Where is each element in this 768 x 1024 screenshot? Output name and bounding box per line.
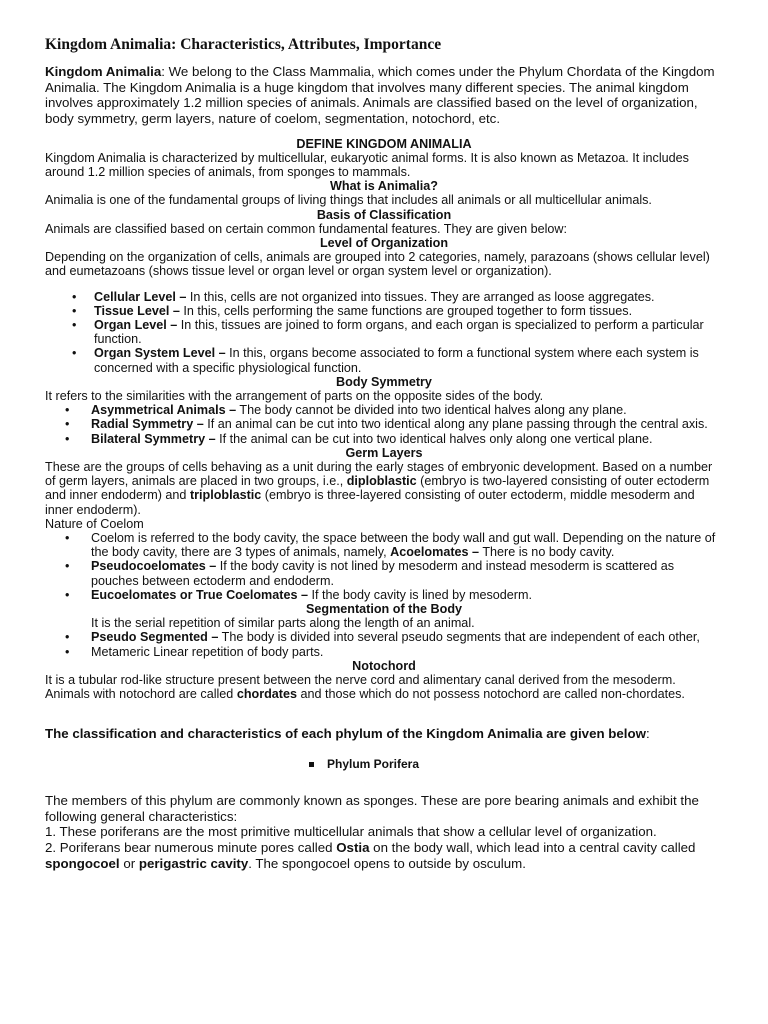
- porifera-point-2-bold: perigastric cavity: [138, 855, 249, 871]
- list-item-text: If an animal can be cut into two identical along any plane passing through the central axis.: [203, 417, 708, 432]
- define-text: Kingdom Animalia is characterized by multicellular, eukaryotic animal forms. It is also known as Metazoa. It includes around 1.2 million species of animals, from sponges to mammals.: [45, 150, 689, 179]
- notochord-heading: Notochord: [352, 658, 416, 673]
- list-item-text: Coelom is referred to the body cavity, the space between the body wall and gut wall. Depending on the nature of the body cavity, there are 3 types of animals, namely,: [91, 531, 716, 560]
- list-item-text: Metameric Linear repetition of body parts.: [91, 644, 324, 659]
- list-item: [45, 417, 723, 431]
- notochord-text-1: It is a tubular rod-like structure present between the nerve cord and alimentary canal derived from the mesoderm. Animals with notochord are called: [45, 673, 676, 702]
- porifera-point-1: 1. These poriferans are the most primitive multicellular animals that show a cellular level of organization.: [45, 824, 657, 840]
- list-item: [45, 588, 723, 602]
- list-item: [45, 403, 723, 417]
- square-bullet-icon: [309, 762, 314, 767]
- document-title: Kingdom Animalia: Characteristics, Attributes, Importance: [45, 36, 442, 53]
- porifera-heading-row: [45, 757, 723, 771]
- list-item-bold: Bilateral Symmetry –: [91, 431, 216, 446]
- porifera-point-2: [45, 840, 723, 871]
- list-item: [45, 645, 723, 659]
- germ-heading: Germ Layers: [345, 445, 423, 460]
- germ-text-2: (embryo is two-layered consisting of outer ectoderm and inner endoderm) and: [45, 474, 710, 503]
- document-page: [45, 38, 723, 871]
- list-item: [45, 318, 723, 346]
- classification-tail: :: [645, 725, 650, 741]
- level-text: Depending on the organization of cells, animals are grouped into 2 categories, namely, parazoans (shows cellular level) and eumetazoans (shows tissue level or organ level or organ system level or organization).: [45, 250, 710, 279]
- symmetry-text: It refers to the similarities with the arrangement of parts on the opposite sides of the body.: [45, 389, 544, 404]
- porifera-point-2-bold: Ostia: [336, 840, 370, 856]
- list-item-text: In this, cells performing the same functions are grouped together to form tissues.: [179, 303, 633, 318]
- level-list: [45, 290, 723, 375]
- what-text: Animalia is one of the fundamental groups of living things that includes all animals or all multicellular animals.: [45, 193, 652, 208]
- germ-bold-2: triploblastic: [189, 488, 262, 503]
- list-item: [45, 432, 723, 446]
- intro-paragraph: [45, 64, 723, 126]
- list-item-text: There is no body cavity.: [479, 545, 615, 560]
- list-item-text: The body is divided into several pseudo segments that are independent of each other,: [218, 630, 700, 645]
- list-item-text: If the body cavity is lined by mesoderm.: [307, 587, 532, 602]
- list-item: [45, 304, 723, 318]
- what-heading: What is Animalia?: [330, 179, 438, 194]
- list-item-bold: Tissue Level –: [94, 303, 180, 318]
- list-item-text: If the animal can be cut into two identical halves only along one vertical plane.: [215, 431, 653, 446]
- porifera-intro: The members of this phylum are commonly known as sponges. These are pore bearing animals and exhibit the following general characteristics:: [45, 793, 699, 824]
- symmetry-heading: Body Symmetry: [336, 374, 432, 389]
- list-item: [45, 290, 723, 304]
- classification-intro: [45, 726, 723, 742]
- porifera-point-2-text: . The spongocoel opens to outside by osculum.: [248, 855, 526, 871]
- basis-text: Animals are classified based on certain common fundamental features. They are given below:: [45, 221, 567, 236]
- porifera-point-2-text: or: [119, 855, 139, 871]
- list-item-text: The body cannot be divided into two identical halves along any plane.: [236, 403, 627, 418]
- porifera-heading: Phylum Porifera: [327, 757, 420, 772]
- coelom-heading: Nature of Coelom: [45, 516, 144, 531]
- list-item: [45, 531, 723, 559]
- list-item-bold: Asymmetrical Animals –: [91, 403, 237, 418]
- list-item-bold: Organ Level –: [94, 318, 178, 333]
- notochord-text-2: and those which do not possess notochord are called non-chordates.: [297, 687, 685, 702]
- basis-heading: Basis of Classification: [316, 207, 452, 222]
- list-item: [45, 346, 723, 374]
- germ-text-3: (embryo is three-layered consisting of outer ectoderm, middle mesoderm and inner endoderm).: [45, 488, 695, 517]
- list-item-bold: Pseudo Segmented –: [91, 630, 219, 645]
- list-item-bold: Cellular Level –: [94, 289, 187, 304]
- list-item-text: If the body cavity is not lined by mesoderm and instead mesoderm is scattered as pouches between ectoderm and endoderm.: [91, 559, 675, 588]
- list-item: [45, 630, 723, 644]
- define-heading: DEFINE KINGDOM ANIMALIA: [296, 136, 472, 151]
- segmentation-text: It is the serial repetition of similar parts along the length of an animal.: [91, 616, 475, 631]
- list-item-bold: Eucoelomates or True Coelomates –: [91, 587, 308, 602]
- list-item-bold: Acoelomates –: [390, 545, 480, 560]
- porifera-point-2-bold: spongocoel: [45, 855, 120, 871]
- germ-text: [45, 460, 723, 517]
- porifera-point-2-text: on the body wall, which lead into a central cavity called: [369, 840, 696, 856]
- notochord-text: [45, 673, 723, 701]
- list-item-text: In this, tissues are joined to form organs, and each organ is specialized to perform a particular function.: [94, 318, 704, 347]
- list-item: [45, 559, 723, 587]
- list-item-text: In this, organs become associated to form a functional system where each system is concerned with a specific physiological function.: [94, 346, 699, 375]
- list-item-bold: Radial Symmetry –: [91, 417, 204, 432]
- symmetry-list: [45, 403, 723, 446]
- list-item-text: In this, cells are not organized into tissues. They are arranged as loose aggregates.: [186, 289, 655, 304]
- coelom-list: [45, 531, 723, 602]
- intro-bold: Kingdom Animalia: [45, 64, 162, 80]
- germ-bold-1: diploblastic: [346, 474, 417, 489]
- intro-text: : We belong to the Class Mammalia, which comes under the Phylum Chordata of the Kingdom Animalia. The Kingdom Animalia is a huge kingdom that involves many different species. The animal kingdom involves approximately 1.2 million species of animals. Animals are classified based on the level of organization, body symmetry, germ layers, nature of coelom, segmentation, notochord, etc.: [45, 64, 715, 126]
- porifera-point-2-text: 2. Poriferans bear numerous minute pores called: [45, 840, 337, 856]
- segmentation-heading: Segmentation of the Body: [305, 602, 463, 617]
- list-item-bold: Organ System Level –: [94, 346, 226, 361]
- list-item-bold: Pseudocoelomates –: [91, 559, 217, 574]
- classification-bold: The classification and characteristics of each phylum of the Kingdom Animalia are given below: [45, 725, 646, 741]
- germ-text-1: These are the groups of cells behaving as a unit during the early stages of embryonic development. Based on a number of germ layers, animals are placed in two groups, i.e.,: [45, 460, 713, 489]
- level-heading: Level of Organization: [319, 236, 449, 250]
- notochord-bold: chordates: [236, 687, 298, 702]
- segmentation-list: [45, 630, 723, 658]
